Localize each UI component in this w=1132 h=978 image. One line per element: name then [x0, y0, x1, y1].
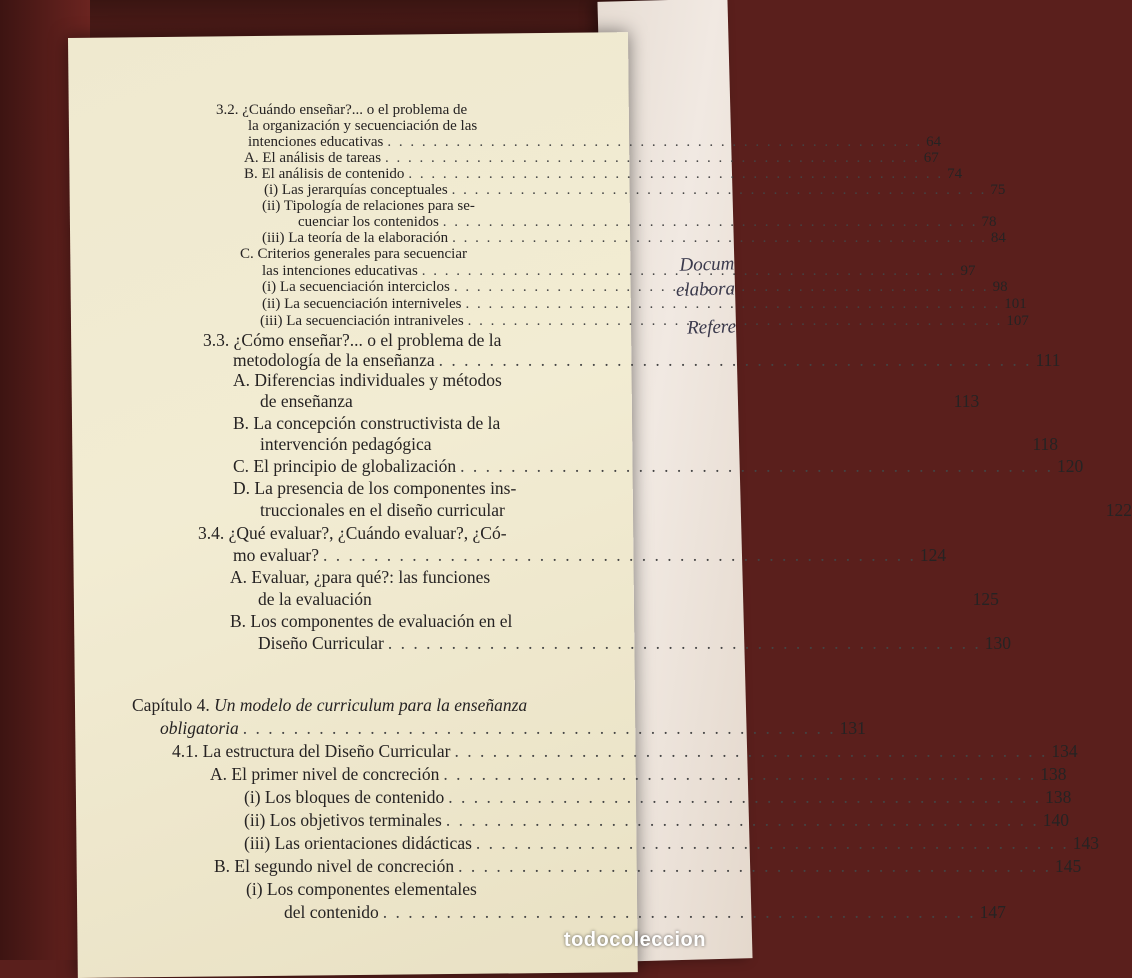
toc-line: las intenciones educativas . . . 97	[262, 263, 584, 280]
toc-line: B. El análisis de contenido . . . 74	[244, 166, 570, 183]
toc-line: (iii) La teoría de la elaboración . . . 84	[262, 230, 576, 247]
toc-line: metodología de la enseñanza . . . 111	[233, 350, 589, 371]
watermark: todocoleccion	[563, 929, 706, 951]
toc-line: (i) Los componentes elementales	[246, 879, 477, 899]
toc-line: A. El análisis de tareas . . . 67	[244, 150, 570, 167]
facing-page-fragment: Refere	[686, 316, 737, 339]
toc-line: (ii) Tipología de relaciones para se-	[262, 198, 475, 214]
toc-line: A. El primer nivel de concreción . . . 138	[210, 764, 618, 785]
toc-line: 3.4. ¿Qué evaluar?, ¿Cuándo evaluar?, ¿Có-	[198, 523, 507, 543]
toc-line: (ii) La secuenciación interniveles . . . 101	[262, 296, 586, 313]
toc-line: de la evaluación 125	[258, 589, 999, 609]
facing-page-fragment: elabora	[675, 278, 736, 301]
toc-line: (ii) Los objetivos terminales . . . 140	[244, 810, 618, 831]
toc-line: A. Evaluar, ¿para qué?: las funciones	[230, 567, 491, 587]
toc-line: 3.2. ¿Cuándo enseñar?... o el problema de	[216, 102, 468, 118]
toc-line: (iii) Las orientaciones didácticas . . . 143	[244, 833, 620, 854]
toc-line: (i) Los bloques de contenido . . . 138	[244, 787, 618, 808]
toc-line: D. La presencia de los componentes ins-	[233, 478, 517, 498]
toc-line: mo evaluar? . . . 124	[233, 545, 601, 566]
toc-line: (i) Las jerarquías conceptuales . . . 75	[264, 182, 574, 199]
toc-line: Diseño Curricular . . . 130	[258, 633, 608, 654]
toc-line: truccionales en el diseño curricular 122	[260, 500, 1132, 520]
toc-line: C. El principio de globalización . . . 120	[233, 456, 596, 477]
toc-line: B. El segundo nivel de concreción . . . 145	[214, 856, 622, 877]
toc-line: obligatoria . . . 131	[160, 718, 616, 739]
facing-page-fragment: Docum	[679, 253, 735, 276]
chapter-heading: Capítulo 4. Un modelo de curriculum para la enseñanza	[132, 695, 528, 715]
toc-line: intenciones educativas . . . 64	[248, 134, 570, 151]
toc-line: de enseñanza 113	[260, 391, 980, 411]
toc-line: 4.1. La estructura del Diseño Curricular . . . 134	[172, 741, 616, 762]
toc-line: (i) La secuenciación interciclos . . . 98	[262, 279, 584, 296]
toc-line: del contenido . . . 147	[284, 902, 624, 923]
toc-line: intervención pedagógica 118	[260, 434, 1059, 454]
toc-line: A. Diferencias individuales y métodos	[233, 370, 502, 390]
toc-line: la organización y secuenciación de las	[248, 118, 478, 134]
toc-line: B. La concepción constructivista de la	[233, 413, 501, 433]
toc-line: 3.3. ¿Cómo enseñar?... o el problema de la	[203, 330, 502, 350]
toc-line: C. Criterios generales para secuenciar	[240, 246, 467, 262]
toc-line: B. Los componentes de evaluación en el	[230, 611, 513, 631]
toc-line: cuenciar los contenidos . . . 78	[298, 214, 576, 231]
toc-line: (iii) La secuenciación intraniveles . . . 107	[260, 313, 586, 330]
